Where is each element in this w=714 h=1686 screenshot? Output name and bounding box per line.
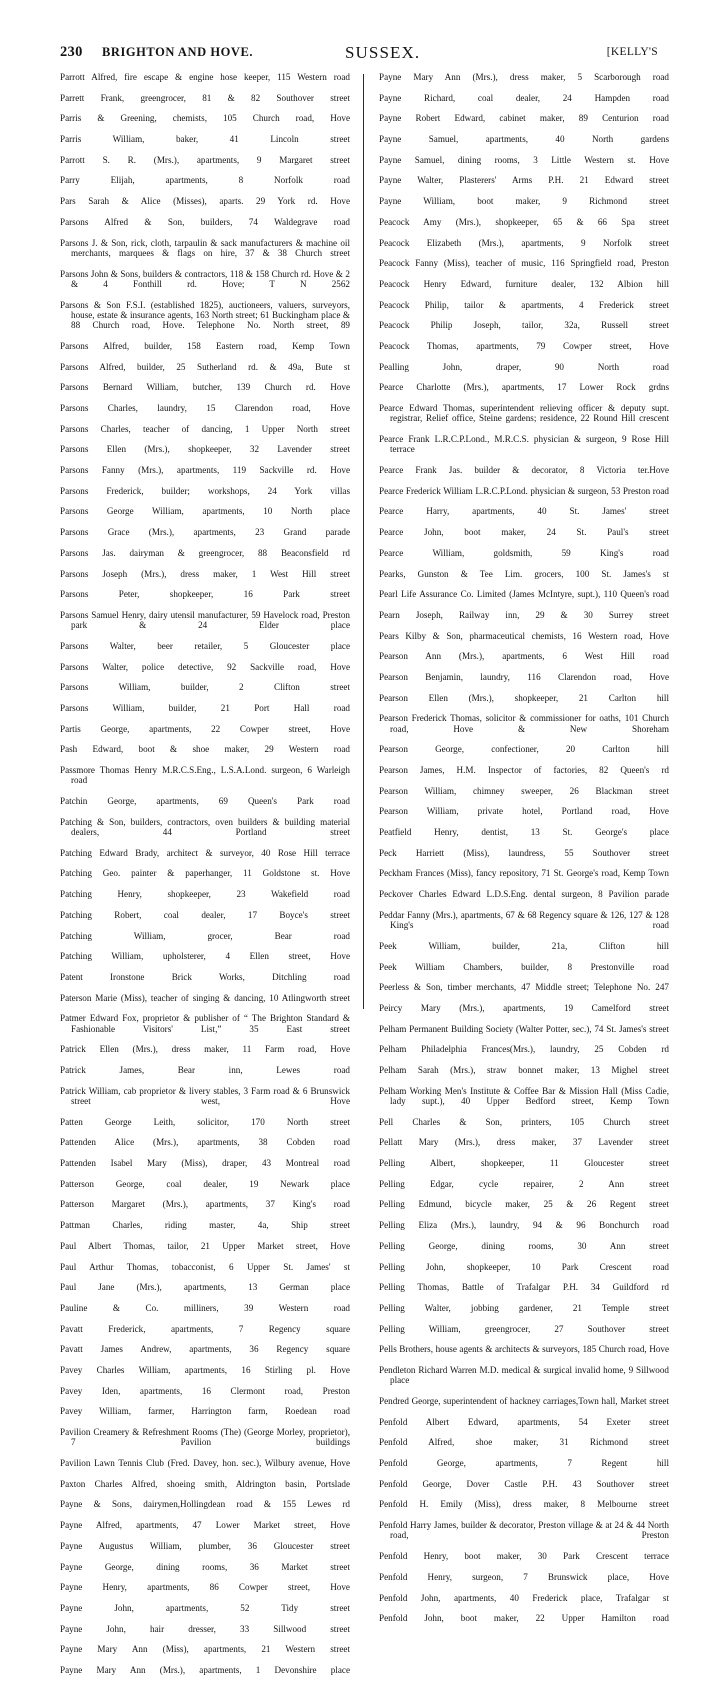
directory-column-left — [60, 72, 359, 1686]
directory-entry: Pearson Ann (Mrs.), apartments, 6 West Hill road — [379, 651, 669, 662]
directory-entry: Patching & Son, builders, contractors, oven builders & building material dealers, 44 Portland street — [60, 816, 350, 838]
directory-entry: Patten George Leith, solicitor, 170 North street — [60, 1116, 350, 1127]
directory-columns — [60, 72, 669, 1675]
directory-entry: Parrett Frank, greengrocer, 81 & 82 Southover street — [60, 92, 350, 103]
directory-entry: Patching William, upholsterer, 4 Ellen street, Hove — [60, 951, 350, 962]
directory-entry: Peckham Frances (Miss), fancy repository, 71 St. George's road, Kemp Town — [379, 868, 669, 879]
directory-entry: Peacock Thomas, apartments, 79 Cowper street, Hove — [379, 340, 669, 351]
page-number: 230 — [60, 44, 83, 60]
directory-entry: Parsons Bernard William, butcher, 139 Church rd. Hove — [60, 382, 350, 393]
directory-entry: Parsons Walter, beer retailer, 5 Gloucester place — [60, 640, 350, 651]
directory-entry: Parsons Charles, laundry, 15 Clarendon road, Hove — [60, 403, 350, 413]
directory-entry: Patching Geo. painter & paperhanger, 11 Goldstone st. Hove — [60, 868, 350, 879]
directory-entry: Peacock Philip, tailor & apartments, 4 Frederick street — [379, 299, 669, 310]
directory-entry: Pearn Joseph, Railway inn, 29 & 30 Surrey street — [379, 609, 669, 620]
directory-entry: Payne Henry, apartments, 86 Cowper street, Hove — [60, 1582, 350, 1593]
directory-entry: Parsons Frederick, builder; workshops, 24 York villas — [60, 485, 350, 496]
directory-entry: Paxton Charles Alfred, shoeing smith, Aldrington basin, Portslade — [60, 1478, 350, 1489]
directory-entry: Pearce Charlotte (Mrs.), apartments, 17 Lower Rock grdns — [379, 382, 669, 393]
directory-entry: Paterson Marie (Miss), teacher of singing & dancing, 10 Atlingworth street — [60, 992, 350, 1003]
directory-column-right — [368, 72, 669, 1634]
directory-entry: Payne George, dining rooms, 36 Market street — [60, 1561, 350, 1572]
directory-entry: Partis George, apartments, 22 Cowper street, Hove — [60, 723, 350, 734]
directory-entry: Pearson George, confectioner, 20 Carlton hill — [379, 744, 669, 755]
directory-entry: Pearce Frank Jas. builder & decorator, 8 Victoria ter.Hove — [379, 465, 669, 476]
directory-entry: Pelling George, dining rooms, 30 Ann street — [379, 1240, 669, 1251]
directory-entry: Patrick Ellen (Mrs.), dress maker, 11 Farm road, Hove — [60, 1044, 350, 1055]
directory-entry: Payne Walter, Plasterers' Arms P.H. 21 Edward street — [379, 175, 669, 186]
directory-entry: Payne John, hair dresser, 33 Sillwood street — [60, 1623, 350, 1634]
directory-entry: Patterson Margaret (Mrs.), apartments, 37 King's road — [60, 1199, 350, 1210]
directory-entry: Parrott Alfred, fire escape & engine hose keeper, 115 Western road — [60, 72, 350, 82]
directory-entry: Pavatt James Andrew, apartments, 36 Regency square — [60, 1344, 350, 1355]
directory-entry: Peck Harriett (Miss), laundress, 55 Southover street — [379, 847, 669, 858]
directory-entry: Pearks, Gunston & Tee Lim. grocers, 100 St. James's st — [379, 568, 669, 579]
directory-entry: Parsons John & Sons, builders & contractors, 118 & 158 Church rd. Hove & 2 & 4 Fonthill rd. Hove; T N 2562 — [60, 268, 350, 289]
directory-entry: Penfold Alfred, shoe maker, 31 Richmond street — [379, 1437, 669, 1448]
directory-entry: Peircy Mary (Mrs.), apartments, 19 Camelford street — [379, 1002, 669, 1013]
directory-entry: Paul Arthur Thomas, tobacconist, 6 Upper St. James' st — [60, 1261, 350, 1272]
directory-entry: Penfold George, apartments, 7 Regent hill — [379, 1458, 669, 1469]
directory-entry: Pelling Walter, jobbing gardener, 21 Temple street — [379, 1302, 669, 1313]
directory-entry: Pavey William, farmer, Harrington farm, Roedean road — [60, 1406, 350, 1417]
directory-entry: Parsons Peter, shopkeeper, 16 Park street — [60, 589, 350, 600]
directory-entry: Pelham Working Men's Institute & Coffee Bar & Mission Hall (Miss Cadie, lady supt.), 40 Upper Bedford street, Kemp Town — [379, 1085, 669, 1107]
directory-entry: Parrott S. R. (Mrs.), apartments, 9 Margaret street — [60, 154, 350, 165]
directory-entry: Parsons Samuel Henry, dairy utensil manufacturer, 59 Havelock road, Preston park & 24 Elder place — [60, 609, 350, 631]
directory-entry: Pearson Frederick Thomas, solicitor & commissioner for oaths, 101 Church road, Hove & New Shoreham — [379, 713, 669, 734]
directory-entry: Payne Mary Ann (Mrs.), dress maker, 5 Scarborough road — [379, 72, 669, 82]
directory-entry: Parris William, baker, 41 Lincoln street — [60, 134, 350, 145]
directory-entry: Passmore Thomas Henry M.R.C.S.Eng., L.S.A.Lond. surgeon, 6 Warleigh road — [60, 765, 350, 786]
directory-entry: Pells Brothers, house agents & architects & surveyors, 185 Church road, Hove — [379, 1344, 669, 1355]
directory-entry: Parsons & Son F.S.I. (established 1825), auctioneers, valuers, surveyors, house, estate & insurance agents, 163 North street; 61 Buckingham place & 88 Church road, Hove. Telephone No. North street, 89 — [60, 299, 350, 331]
directory-entry: Pelham Philadelphia Frances(Mrs.), laundry, 25 Cobden rd — [379, 1044, 669, 1055]
directory-entry: Payne Samuel, apartments, 40 North gardens — [379, 134, 669, 145]
directory-entry: Patrick James, Bear inn, Lewes road — [60, 1065, 350, 1075]
directory-entry: Pelham Permanent Building Society (Walter Potter, sec.), 74 St. James's street — [379, 1023, 669, 1034]
directory-entry: Peacock Fanny (Miss), teacher of music, 116 Springfield road, Preston — [379, 258, 669, 269]
directory-entry: Pellatt Mary (Mrs.), dress maker, 37 Lavender street — [379, 1137, 669, 1148]
directory-entry: Payne Samuel, dining rooms, 3 Little Western st. Hove — [379, 154, 669, 165]
directory-entry: Payne Alfred, apartments, 47 Lower Market street, Hove — [60, 1520, 350, 1531]
directory-entry: Pears Kilby & Son, pharmaceutical chemists, 16 Western road, Hove — [379, 630, 669, 641]
running-head — [60, 44, 658, 64]
directory-entry: Payne Mary Ann (Mrs.), apartments, 1 Devonshire place — [60, 1664, 350, 1675]
directory-entry: Peek William Chambers, builder, 8 Prestonville road — [379, 961, 669, 972]
directory-entry: Pelling Edmund, bicycle maker, 25 & 26 Regent street — [379, 1199, 669, 1210]
directory-entry: Patching Robert, coal dealer, 17 Boyce's street — [60, 909, 350, 920]
directory-entry: Patent Ironstone Brick Works, Ditchling road — [60, 971, 350, 982]
directory-entry: Parsons Joseph (Mrs.), dress maker, 1 West Hill street — [60, 568, 350, 579]
directory-entry: Parsons Grace (Mrs.), apartments, 23 Grand parade — [60, 527, 350, 538]
directory-entry: Penfold John, apartments, 40 Frederick place, Trafalgar st — [379, 1592, 669, 1603]
directory-entry: Penfold Harry James, builder & decorator, Preston village & at 24 & 44 North road, Preston — [379, 1520, 669, 1541]
directory-entry: Pearce Frank L.R.C.P.Lond., M.R.C.S. physician & surgeon, 9 Rose Hill terrace — [379, 434, 669, 455]
directory-entry: Peek William, builder, 21a, Clifton hill — [379, 940, 669, 951]
directory-entry: Payne William, boot maker, 9 Richmond street — [379, 196, 669, 207]
directory-entry: Payne John, apartments, 52 Tidy street — [60, 1602, 350, 1613]
directory-entry: Patching William, grocer, Bear road — [60, 930, 350, 941]
directory-entry: Peddar Fanny (Mrs.), apartments, 67 & 68 Regency square & 126, 127 & 128 King's road — [379, 909, 669, 931]
directory-entry: Payne & Sons, dairymen,Hollingdean road & 155 Lewes rd — [60, 1499, 350, 1510]
directory-entry: Pavatt Frederick, apartments, 7 Regency square — [60, 1323, 350, 1334]
directory-entry: Parsons Alfred, builder, 25 Sutherland rd. & 49a, Bute st — [60, 361, 350, 372]
directory-entry: Pell Charles & Son, printers, 105 Church street — [379, 1116, 669, 1127]
directory-entry: Pearce William, goldsmith, 59 King's road — [379, 547, 669, 558]
directory-entry: Paul Albert Thomas, tailor, 21 Upper Market street, Hove — [60, 1240, 350, 1251]
directory-entry: Payne Robert Edward, cabinet maker, 89 Centurion road — [379, 113, 669, 124]
directory-entry: Payne Augustus William, plumber, 36 Gloucester street — [60, 1540, 350, 1551]
directory-entry: Penfold Albert Edward, apartments, 54 Exeter street — [379, 1416, 669, 1427]
directory-entry: Peacock Philip Joseph, tailor, 32a, Russell street — [379, 320, 669, 331]
directory-entry: Pelling Albert, shopkeeper, 11 Gloucester street — [379, 1158, 669, 1169]
directory-entry: Pelham Sarah (Mrs.), straw bonnet maker, 13 Mighel street — [379, 1065, 669, 1075]
directory-entry: Parsons Alfred, builder, 158 Eastern road, Kemp Town — [60, 340, 350, 351]
directory-entry: Pearson James, H.M. Inspector of factories, 82 Queen's rd — [379, 765, 669, 776]
directory-entry: Patrick William, cab proprietor & livery stables, 3 Farm road & 6 Brunswick street west, Hove — [60, 1085, 350, 1107]
directory-entry: Pattman Charles, riding master, 4a, Ship street — [60, 1220, 350, 1231]
directory-entry: Patmer Edward Fox, proprietor & publisher of “ The Brighton Standard & Fashionable Visitors' List,” 35 East street — [60, 1013, 350, 1034]
directory-entry: Pelling William, greengrocer, 27 Southover street — [379, 1323, 669, 1334]
directory-entry: Penfold H. Emily (Miss), dress maker, 8 Melbourne street — [379, 1499, 669, 1510]
directory-entry: Penfold Henry, surgeon, 7 Brunswick place, Hove — [379, 1571, 669, 1582]
directory-entry: Peckover Charles Edward L.D.S.Eng. dental surgeon, 8 Pavilion parade — [379, 889, 669, 900]
directory-entry: Penfold George, Dover Castle P.H. 43 Southover street — [379, 1478, 669, 1489]
directory-entry: Parsons William, builder, 21 Port Hall road — [60, 702, 350, 713]
directory-entry: Pelling John, shopkeeper, 10 Park Crescent road — [379, 1261, 669, 1272]
directory-entry: Pearce Harry, apartments, 40 St. James' street — [379, 506, 669, 517]
directory-entry: Paul Jane (Mrs.), apartments, 13 German place — [60, 1282, 350, 1293]
directory-entry: Peerless & Son, timber merchants, 47 Middle street; Telephone No. 247 — [379, 982, 669, 993]
directory-entry: Patterson George, coal dealer, 19 Newark place — [60, 1178, 350, 1189]
directory-entry: Pearson Ellen (Mrs.), shopkeeper, 21 Carlton hill — [379, 692, 669, 703]
directory-entry: Pavey Iden, apartments, 16 Clermont road, Preston — [60, 1385, 350, 1396]
directory-entry: Parsons Charles, teacher of dancing, 1 Upper North street — [60, 423, 350, 434]
directory-entry: Parsons Walter, police detective, 92 Sackville road, Hove — [60, 661, 350, 672]
directory-entry: Pendleton Richard Warren M.D. medical & surgical invalid home, 9 Sillwood place — [379, 1364, 669, 1386]
directory-entry: Pavilion Creamery & Refreshment Rooms (The) (George Morley, proprietor), 7 Pavilion buildings — [60, 1427, 350, 1448]
running-head-county: SUSSEX. — [345, 43, 421, 62]
directory-entry: Parris & Greening, chemists, 105 Church road, Hove — [60, 113, 350, 124]
directory-entry: Peacock Henry Edward, furniture dealer, 132 Albion hill — [379, 278, 669, 289]
directory-entry: Pelling Eliza (Mrs.), laundry, 94 & 96 Bonchurch road — [379, 1220, 669, 1231]
directory-entry: Parsons Jas. dairyman & greengrocer, 88 Beaconsfield rd — [60, 547, 350, 558]
directory-entry: Payne Mary Ann (Miss), apartments, 21 Western street — [60, 1644, 350, 1655]
directory-entry: Pealling John, draper, 90 North road — [379, 361, 669, 372]
directory-entry: Parsons J. & Son, rick, cloth, tarpaulin & sack manufacturers & machine oil merchants, marquees & flags on hire, 37 & 38 Church street — [60, 237, 350, 258]
directory-entry: Pearson Benjamin, laundry, 116 Clarendon road, Hove — [379, 671, 669, 682]
directory-entry: Parry Elijah, apartments, 8 Norfolk road — [60, 175, 350, 186]
directory-entry: Pattenden Isabel Mary (Miss), draper, 43 Montreal road — [60, 1158, 350, 1169]
directory-entry: Pavey Charles William, apartments, 16 Stirling pl. Hove — [60, 1364, 350, 1375]
directory-entry: Patching Edward Brady, architect & surveyor, 40 Rose Hill terrace — [60, 847, 350, 858]
directory-entry: Pauline & Co. milliners, 39 Western road — [60, 1302, 350, 1313]
directory-entry: Pavilion Lawn Tennis Club (Fred. Davey, hon. sec.), Wilbury avenue, Hove — [60, 1458, 350, 1469]
directory-entry: Patching Henry, shopkeeper, 23 Wakefield road — [60, 889, 350, 900]
directory-entry: Parsons William, builder, 2 Clifton street — [60, 682, 350, 693]
directory-entry: Pars Sarah & Alice (Misses), aparts. 29 York rd. Hove — [60, 196, 350, 207]
directory-entry: Pearl Life Assurance Co. Limited (James McIntyre, supt.), 110 Queen's road — [379, 589, 669, 600]
directory-entry: Payne Richard, coal dealer, 24 Hampden road — [379, 92, 669, 103]
directory-entry: Penfold Henry, boot maker, 30 Park Crescent terrace — [379, 1551, 669, 1562]
directory-entry: Penfold John, boot maker, 22 Upper Hamilton road — [379, 1613, 669, 1624]
directory-entry: Pattenden Alice (Mrs.), apartments, 38 Cobden road — [60, 1137, 350, 1148]
directory-entry: Pelling Thomas, Battle of Trafalgar P.H. 34 Guildford rd — [379, 1282, 669, 1293]
directory-entry: Parsons George William, apartments, 10 North place — [60, 506, 350, 517]
directory-entry: Parsons Ellen (Mrs.), shopkeeper, 32 Lavender street — [60, 444, 350, 455]
directory-entry: Parsons Alfred & Son, builders, 74 Waldegrave road — [60, 216, 350, 227]
directory-entry: Pendred George, superintendent of hackney carriages,Town hall, Market street — [379, 1396, 669, 1406]
directory-entry: Pearce John, boot maker, 24 St. Paul's street — [379, 527, 669, 538]
directory-entry: Parsons Fanny (Mrs.), apartments, 119 Sackville rd. Hove — [60, 465, 350, 476]
directory-entry: Pearson William, chimney sweeper, 26 Blackman street — [379, 785, 669, 796]
column-rule — [363, 74, 364, 1009]
directory-entry: Peacock Elizabeth (Mrs.), apartments, 9 Norfolk street — [379, 237, 669, 248]
running-head-publisher: [KELLY'S — [606, 46, 658, 58]
directory-entry: Pearce Frederick William L.R.C.P.Lond. physician & surgeon, 53 Preston road — [379, 485, 669, 496]
directory-entry: Pash Edward, boot & shoe maker, 29 Western road — [60, 744, 350, 755]
directory-entry: Pearson William, private hotel, Portland road, Hove — [379, 806, 669, 817]
directory-entry: Patchin George, apartments, 69 Queen's Park road — [60, 796, 350, 807]
directory-entry: Pearce Edward Thomas, superintendent relieving officer & deputy supt. registrar, Relief office, Steine gardens; residence, 22 Round Hill crescent — [379, 403, 669, 424]
directory-entry: Peacock Amy (Mrs.), shopkeeper, 65 & 66 Spa street — [379, 216, 669, 227]
directory-entry: Peatfield Henry, dentist, 13 St. George's place — [379, 827, 669, 838]
directory-entry: Pelling Edgar, cycle repairer, 2 Ann street — [379, 1178, 669, 1189]
running-head-place: BRIGHTON AND HOVE. — [102, 45, 254, 59]
